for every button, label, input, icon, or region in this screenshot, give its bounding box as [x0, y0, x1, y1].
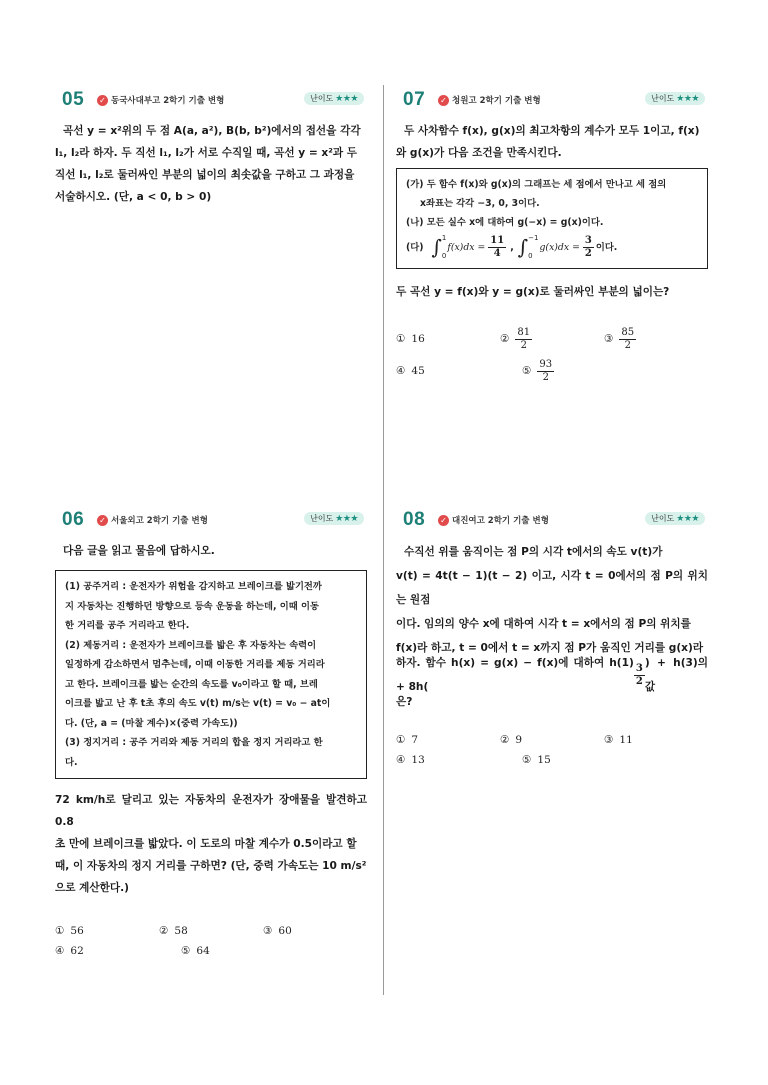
- problem-text: 두 사차함수 f(x), g(x)의 최고차항의 계수가 모두 1이고, f(x) 와 g(x)가 다음 조건을 만족시킨다.: [396, 125, 700, 159]
- check-icon: ✓: [438, 515, 449, 526]
- choice-5[interactable]: ⑤ 64: [181, 945, 210, 957]
- choice-2[interactable]: ② 58: [159, 925, 188, 937]
- difficulty-badge: 난이도 ★★★: [304, 92, 364, 105]
- problem-text: 수직선 위를 움직이는 점 P의 시각 t에서의 속도 v(t)가 v(t) = 4t(t − 1)(t − 2) 이고, 시각 t = 0에서의 점 P의 위치는 원점 이다. 임의의 양수 x에 대하여 시각 t = x에서의 점 P의 위치를 f(x)라 하고, t = 0에서 t = x까지 점 P가 움직인 거리를 g(x)라 하자. 함수 h(x) = g(x) − f(x)에 대하여 h(1) + 8h( $\frac{3}{2}$ ) + h(3)의 값 은?: [396, 546, 708, 708]
- problem-text: 곡선 y = x²위의 두 점 A(a, a²), B(b, b²)에서의 접선을 각각 l₁, l₂라 하자. 두 직선 l₁, l₂가 서로 수직일 때, 곡선 y = x²과 두 직선 l₁, l₂로 둘러싸인 부분의 넓이의 최솟값을 구하고 그 과정을 서술하시오. (단, a < 0, b > 0): [55, 125, 361, 203]
- problem-06: [55, 508, 367, 961]
- choice-3[interactable]: ③ 11: [604, 734, 633, 746]
- problem-number: 07: [403, 89, 426, 110]
- fraction: $\frac{11}{4}$: [490, 234, 505, 259]
- star-icon: ★★★: [335, 93, 358, 104]
- check-icon: ✓: [97, 515, 108, 526]
- passage-box: (1) 공주거리 : 운전자가 위험을 감지하고 브레이크를 밟기전까 지 자동차는 진행하던 방향으로 등속 운동을 하는데, 이때 이동 한 거리를 공주 거리라고 한다. (2) 제동거리 : 운전자가 브레이크를 밟은 후 자동차는 속력이 일정하게 감소하면서 멈추는데, 이때 이동한 거리를 제동 거리라 고 한다. 브레이크를 밟는 순간의 속도를 v₀이라고 할 때, 브레 이크를 밟고 난 후 t초 후의 속도 v(t) m/s는 v(t) = v₀ − at이 다. (단, a = (마찰 계수)×(중력 가속도)) (3) 정지거리 : 공주 거리와 제동 거리의 합을 정지 거리라고 한 다.: [55, 570, 367, 779]
- choice-3[interactable]: ③ 60: [263, 925, 292, 937]
- integral-sign: ∫: [431, 234, 442, 259]
- answer-choices: [396, 730, 708, 770]
- problem-05: [55, 88, 367, 208]
- fraction: $\frac{3}{2}$: [635, 662, 643, 687]
- problem-number: 05: [62, 89, 85, 110]
- choice-5[interactable]: ⑤ 15: [522, 754, 551, 766]
- problem-number: 08: [403, 509, 426, 530]
- answer-choices: [55, 921, 367, 961]
- school-source: 서울외고 2학기 기출 변형: [111, 516, 208, 526]
- school-source: 동국사대부고 2학기 기출 변형: [111, 96, 225, 106]
- star-icon: ★★★: [676, 513, 699, 524]
- problem-header: [55, 88, 367, 112]
- school-source: 청원고 2학기 기출 변형: [452, 96, 541, 106]
- fraction: $\frac{3}{2}$: [584, 234, 592, 259]
- choice-1[interactable]: ① 16: [396, 333, 425, 345]
- condition-da: (다) ∫ 1 0 f(x)dx = $\frac{11}{4}$ , ∫ −1 0 g(x)dx = $\frac{3}{2}$ 이다.: [406, 234, 618, 260]
- check-icon: ✓: [438, 95, 449, 106]
- choice-2[interactable]: ② $\frac{81}{2}$: [500, 326, 531, 351]
- choice-4[interactable]: ④ 45: [396, 365, 425, 377]
- choice-3[interactable]: ③ $\frac{85}{2}$: [604, 326, 635, 351]
- school-source: 대진여고 2학기 기출 변형: [452, 516, 549, 526]
- problem-08: [396, 508, 708, 770]
- problem-07: [396, 88, 708, 387]
- choice-5[interactable]: ⑤ $\frac{93}{2}$: [522, 358, 553, 383]
- problem-number: 06: [62, 509, 85, 530]
- choice-4[interactable]: ④ 62: [55, 945, 84, 957]
- question-text: 두 곡선 y = f(x)와 y = g(x)로 둘러싸인 부분의 넓이는?: [396, 286, 670, 298]
- answer-choices: [396, 323, 708, 387]
- problem-header: [55, 508, 367, 532]
- choice-2[interactable]: ② 9: [500, 734, 523, 746]
- difficulty-badge: 난이도 ★★★: [645, 92, 705, 105]
- question-text: 72 km/h로 달리고 있는 자동차의 운전자가 장애물을 발견하고 0.8 초 만에 브레이크를 밟았다. 이 도로의 마찰 계수가 0.5이라고 할 때, 이 자동차의 정지 거리를 구하면? (단, 중력 가속도는 10 m/s² 으로 계산한다.): [55, 794, 367, 894]
- problem-header: [396, 88, 708, 112]
- choice-1[interactable]: ① 56: [55, 925, 84, 937]
- star-icon: ★★★: [335, 513, 358, 524]
- difficulty-badge: 난이도 ★★★: [304, 512, 364, 525]
- problem-header: [396, 508, 708, 532]
- problem-text: 다음 글을 읽고 물음에 답하시오.: [63, 545, 215, 557]
- difficulty-badge: 난이도 ★★★: [645, 512, 705, 525]
- condition-box: (가) 두 함수 f(x)와 g(x)의 그래프는 세 점에서 만나고 세 점의 x좌표는 각각 −3, 0, 3이다. (나) 모든 실수 x에 대하여 g(−x) = g(x)이다. (다) ∫ 1 0 f(x)dx = $\frac{11}{4}$ , ∫ −1 0 g(x)dx = $\frac{3}{2}$ 이다.: [396, 168, 708, 269]
- integral-sign: ∫: [517, 234, 529, 259]
- star-icon: ★★★: [676, 93, 699, 104]
- choice-4[interactable]: ④ 13: [396, 754, 425, 766]
- column-divider: [383, 85, 384, 995]
- check-icon: ✓: [97, 95, 108, 106]
- choice-1[interactable]: ① 7: [396, 734, 419, 746]
